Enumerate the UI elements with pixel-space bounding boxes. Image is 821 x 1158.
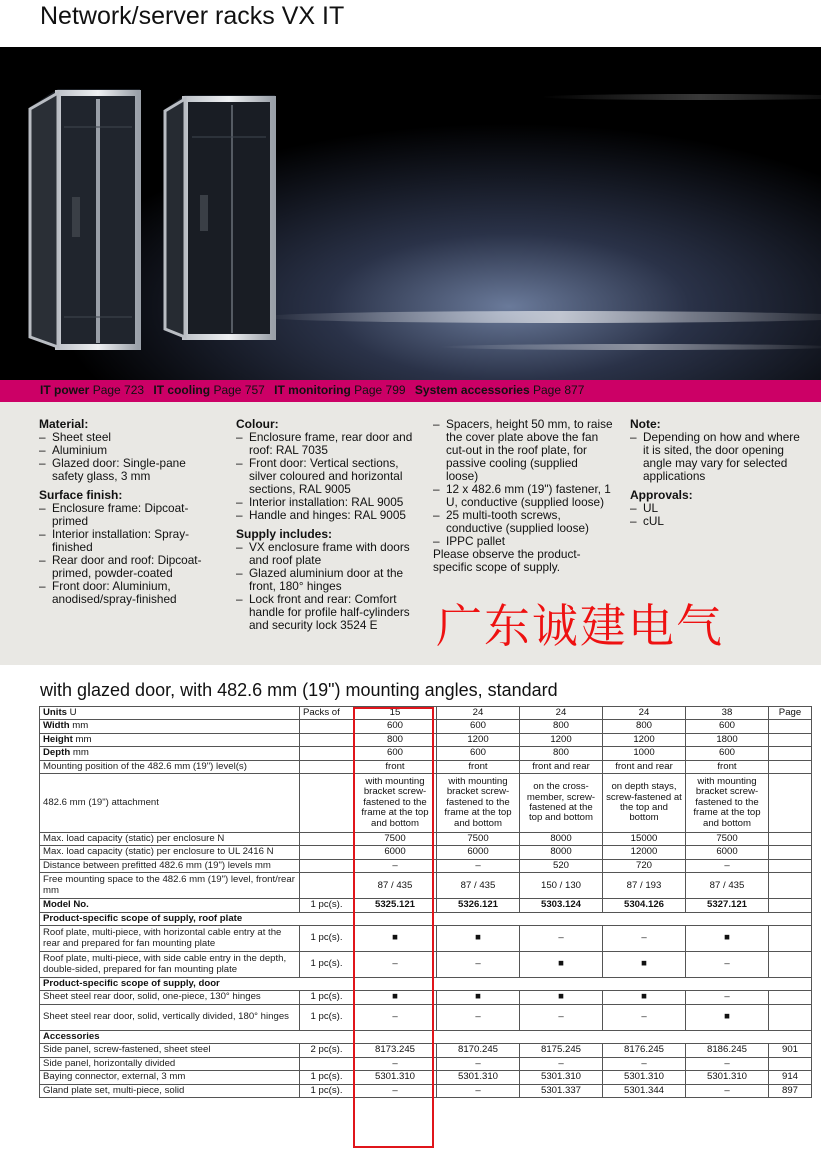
table-section-roof: Product-specific scope of supply, roof plate — [40, 912, 812, 925]
table-row-door1: Sheet steel rear door, solid, one-piece, 130° hinges 1 pc(s). ■ ■ ■ ■ – — [40, 991, 812, 1004]
page-title: Network/server racks VX IT — [40, 2, 345, 30]
nav-system-accessories[interactable]: System accessories Page 877 — [414, 383, 585, 397]
table-row-roof1: Roof plate, multi-piece, with horizontal cable entry at the rear and prepared for fan mounting plate 1 pc(s). ■ ■ – – ■ — [40, 926, 812, 952]
rack-left — [30, 89, 140, 347]
table-row-width: Width mm 600 600 800 800 600 — [40, 720, 812, 733]
nav-it-power[interactable]: IT power Page 723 — [40, 383, 145, 397]
table-section-door: Product-specific scope of supply, door — [40, 978, 812, 991]
table-row-distance: Distance between prefitted 482.6 mm (19") levels mm – – 520 720 – — [40, 859, 812, 872]
spec-col-note: Note: – Depending on how and where it is sited, the door opening angle may vary for selected applications Approvals: – UL – cUL — [630, 418, 808, 534]
table-row-side-panel-divided: Side panel, horizontally divided – – – – – — [40, 1057, 812, 1070]
table-row-model: Model No. 1 pc(s). 5325.121 5326.121 5303.124 5304.126 5327.121 — [40, 899, 812, 912]
spec-col-supply-cont: – Spacers, height 50 mm, to raise the cover plate above the fan cut-out in the roof plate, for passive cooling (supplied loose) – 12 x 482.6 mm (19") fastener, 1 U, conductive (supplied loose) – 25 multi-tooth screws, conductive (supplied loose) – IPPC pallet Please observe the product-specific scope of supply. — [433, 418, 613, 574]
table-row-height: Height mm 800 1200 1200 1200 1800 — [40, 733, 812, 746]
table-row-side-panel: Side panel, screw-fastened, sheet steel 2 pc(s). 8173.245 8170.245 8175.245 8176.245 8186.245 901 — [40, 1044, 812, 1057]
table-row-maxload-ul: Max. load capacity (static) per enclosure to UL 2416 N 6000 6000 8000 12000 6000 — [40, 846, 812, 859]
hero-image — [0, 47, 821, 380]
nav-it-cooling[interactable]: IT cooling Page 757 — [153, 383, 265, 397]
cross-reference-bar — [0, 380, 821, 402]
table-row-door2: Sheet steel rear door, solid, vertically divided, 180° hinges 1 pc(s). – – – – ■ — [40, 1004, 812, 1030]
table-row-roof2: Roof plate, multi-piece, with side cable entry in the depth, double-sided, prepared for fan mounting plate 1 pc(s). – – ■ ■ – — [40, 952, 812, 978]
table-row-baying: Baying connector, external, 3 mm 1 pc(s). 5301.310 5301.310 5301.310 5301.310 5301.310 914 — [40, 1071, 812, 1084]
table-row-attachment: 482.6 mm (19") attachment with mounting bracket screw-fastened to the frame at the top and bottom with mounting bracket screw-fastened to the frame at the top and bottom on the cross-member, screw-fastened at the top and bottom on depth stays, screw-fastened at the top and bottom with mounting bracket screw-fastened to the frame at the top and bottom — [40, 774, 812, 833]
table-row-gland: Gland plate set, multi-piece, solid 1 pc(s). – – 5301.337 5301.344 – 897 — [40, 1084, 812, 1097]
spec-col-colour: Colour: – Enclosure frame, rear door and roof: RAL 7035 – Front door: Vertical sections, silver coloured and horizontal sections, RAL 9005 – Interior installation: RAL 9005 – Handle and hinges: RAL 9005 Supply includes: – VX enclosure frame with doors and roof plate – Glazed aluminium door at the front, 180° hinges – Lock front and rear: Comfort handle for profile half-cylinders and security lock 3524 E — [236, 418, 418, 638]
table-row-free-space: Free mounting space to the 482.6 mm (19") level, front/rear mm 87 / 435 87 / 435 150 / 130 87 / 193 87 / 435 — [40, 873, 812, 899]
table-row-units: Units U Packs of 15 24 24 24 38 Page — [40, 707, 812, 720]
table-row-mounting: Mounting position of the 482.6 mm (19") level(s) front front front and rear front and rear front — [40, 760, 812, 773]
table-title: with glazed door, with 482.6 mm (19") mounting angles, standard — [40, 680, 558, 700]
table-row-maxload: Max. load capacity (static) per enclosure N 7500 7500 8000 15000 7500 — [40, 833, 812, 846]
spec-col-material: Material: – Sheet steel – Aluminium – Glazed door: Single-pane safety glass, 3 mm Surface finish: – Enclosure frame: Dipcoat-primed – Interior installation: Spray-finished – Rear door and roof: Dipcoat-primed, powder-coated – Front door: Aluminium, anodised/spray-finished — [39, 418, 219, 612]
table-section-accessories: Accessories — [40, 1030, 812, 1043]
product-table — [39, 706, 812, 1098]
company-stamp-text: 广东诚建电气 — [436, 599, 724, 653]
table-row-depth: Depth mm 600 600 800 1000 600 — [40, 747, 812, 760]
nav-it-monitoring[interactable]: IT monitoring Page 799 — [274, 383, 406, 397]
server-racks-illustration — [0, 47, 821, 380]
rack-right — [165, 95, 275, 337]
